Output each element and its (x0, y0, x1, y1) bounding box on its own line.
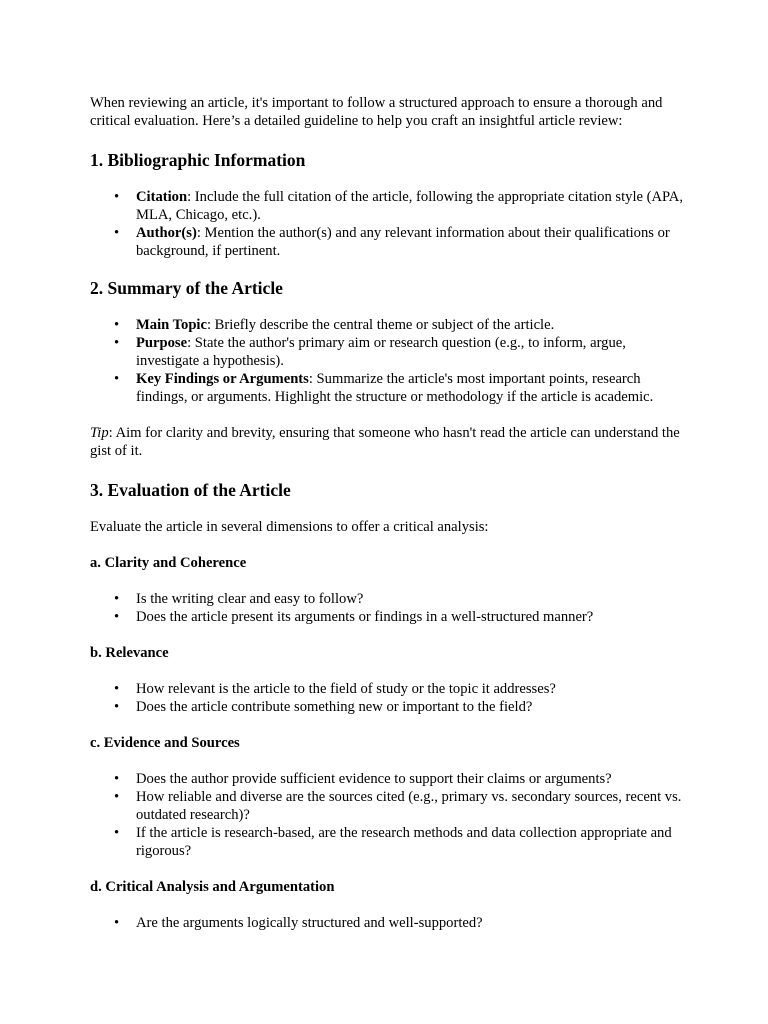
list-item (114, 770, 688, 788)
section-3-heading: 3. Evaluation of the Article (90, 480, 291, 500)
list-item (114, 224, 688, 260)
bullet-icon: • (114, 225, 120, 241)
bullet-icon: • (114, 699, 120, 715)
list-item-term: Key Findings or Arguments (136, 371, 309, 387)
section-3-intro: Evaluate the article in several dimensions to offer a critical analysis: (90, 519, 489, 535)
list-item (114, 188, 688, 224)
list-item-text: : Include the full citation of the article, following the appropriate citation style (APA, MLA, Chicago, etc.). (136, 189, 683, 223)
list-item-text: : Summarize the article's most important points, research findings, or arguments. Highlight the structure or methodology if the article is academic. (136, 371, 654, 405)
bullet-icon: • (114, 371, 120, 387)
list-item-text: Does the article contribute something new or important to the field? (136, 699, 533, 715)
list-item-text: : Mention the author(s) and any relevant information about their qualifications or background, if pertinent. (136, 225, 670, 259)
list-item-text: Does the author provide sufficient evidence to support their claims or arguments? (136, 771, 612, 787)
list-item (114, 608, 688, 626)
list-item (114, 788, 688, 824)
list-item-text: How relevant is the article to the field of study or the topic it addresses? (136, 681, 556, 697)
bullet-icon: • (114, 317, 120, 333)
list-item-term: Main Topic (136, 317, 207, 333)
list-item (114, 824, 688, 860)
list-item (114, 590, 688, 608)
bullet-icon: • (114, 915, 120, 931)
list-item-text: How reliable and diverse are the sources cited (e.g., primary vs. secondary sources, recent vs. outdated research)? (136, 789, 682, 823)
subsection-d-list (90, 914, 688, 932)
list-item-text: Is the writing clear and easy to follow? (136, 591, 364, 607)
list-item (114, 680, 688, 698)
list-item-term: Citation (136, 189, 188, 205)
tip-label: Tip (90, 425, 109, 441)
list-item-text: If the article is research-based, are the research methods and data collection appropriate and rigorous? (136, 825, 672, 859)
document-body (90, 94, 688, 950)
bullet-icon: • (114, 609, 120, 625)
list-item (114, 914, 688, 932)
subsection-c-list (90, 770, 688, 860)
section-2-list (90, 316, 688, 406)
list-item-text: Are the arguments logically structured and well-supported? (136, 915, 483, 931)
subsection-b-heading: b. Relevance (90, 645, 169, 661)
list-item-text: Does the article present its arguments or findings in a well-structured manner? (136, 609, 594, 625)
subsection-c-heading: c. Evidence and Sources (90, 735, 240, 751)
subsection-b-list (90, 680, 688, 716)
subsection-a-list (90, 590, 688, 626)
tip-paragraph (90, 424, 688, 460)
tip-text: : Aim for clarity and brevity, ensuring that someone who hasn't read the article can understand the gist of it. (90, 425, 680, 459)
subsection-a-heading: a. Clarity and Coherence (90, 555, 247, 571)
list-item (114, 370, 688, 406)
list-item-text: : State the author's primary aim or research question (e.g., to inform, argue, investigate a hypothesis). (136, 335, 626, 369)
bullet-icon: • (114, 189, 120, 205)
section-1-list (90, 188, 688, 260)
bullet-icon: • (114, 825, 120, 841)
section-2-heading: 2. Summary of the Article (90, 278, 283, 298)
bullet-icon: • (114, 771, 120, 787)
subsection-d-heading: d. Critical Analysis and Argumentation (90, 879, 335, 895)
intro-paragraph: When reviewing an article, it's important to follow a structured approach to ensure a thorough and critical evaluation. Here’s a detailed guideline to help you craft an insightful article review: (90, 95, 663, 129)
bullet-icon: • (114, 591, 120, 607)
list-item (114, 698, 688, 716)
list-item-text: : Briefly describe the central theme or subject of the article. (206, 317, 555, 333)
bullet-icon: • (114, 335, 120, 351)
section-1-heading: 1. Bibliographic Information (90, 150, 306, 170)
list-item (114, 334, 688, 370)
list-item-term: Purpose (136, 335, 188, 351)
list-item-term: Author(s) (136, 225, 197, 241)
bullet-icon: • (114, 789, 120, 805)
list-item (114, 316, 688, 334)
bullet-icon: • (114, 681, 120, 697)
